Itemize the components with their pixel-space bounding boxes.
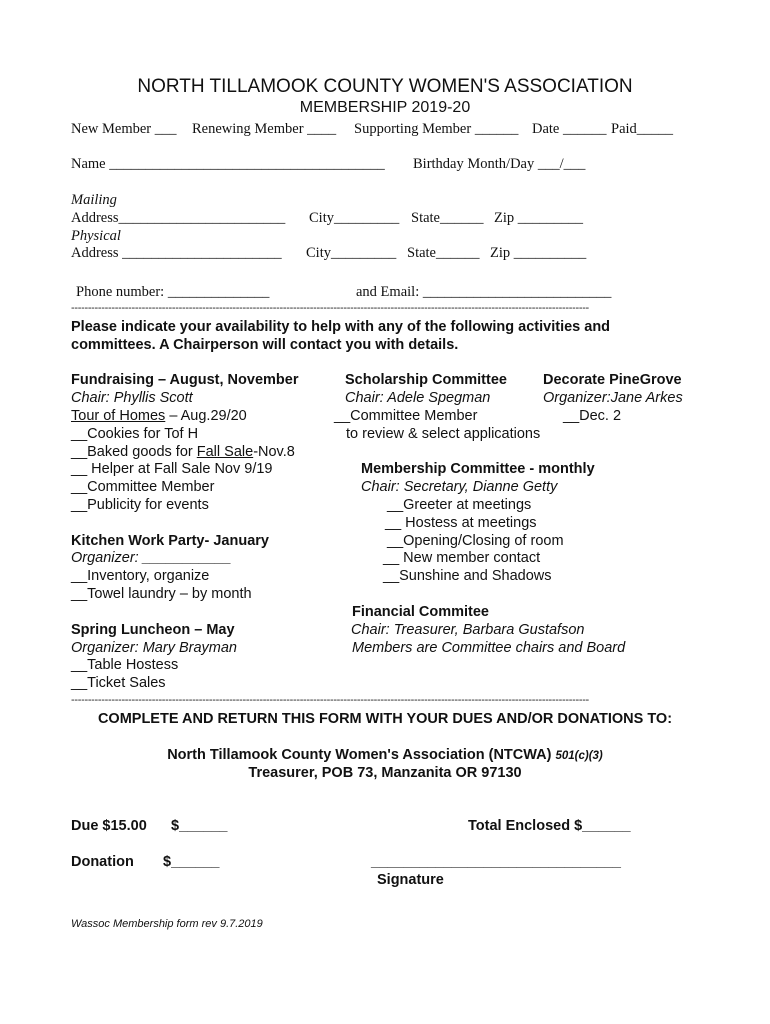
return-instructions: COMPLETE AND RETURN THIS FORM WITH YOUR DUES AND/OR DONATIONS TO: — [97, 711, 673, 727]
donation-label: Donation — [71, 854, 134, 870]
sunshine-shadows-item[interactable]: __Sunshine and Shadows — [383, 568, 552, 584]
baked-goods-date: -Nov.8 — [253, 444, 295, 460]
physical-state-field[interactable]: State______ — [407, 245, 480, 261]
membership-committee-title: Membership Committee - monthly — [361, 461, 595, 477]
mailing-address-field[interactable]: Address_______________________ — [71, 210, 286, 226]
fall-sale-label: Fall Sale — [196, 444, 254, 460]
organization-name-line — [0, 747, 770, 763]
financial-members: Members are Committee chairs and Board — [352, 640, 626, 656]
inventory-item[interactable]: __Inventory, organize — [71, 568, 210, 584]
decorate-organizer: Organizer:Jane Arkes — [543, 390, 683, 406]
scholarship-member-item[interactable]: __Committee Member — [334, 408, 478, 424]
committee-member-item[interactable]: __Committee Member — [71, 479, 215, 495]
fundraising-chair: Chair: Phyllis Scott — [71, 390, 193, 406]
form-title: NORTH TILLAMOOK COUNTY WOMEN'S ASSOCIATION — [137, 76, 633, 97]
tour-of-homes-label: Tour of Homes — [71, 408, 166, 424]
tour-of-homes-item — [71, 408, 247, 424]
supporting-member-field[interactable]: Supporting Member ______ — [354, 121, 519, 137]
table-hostess-item[interactable]: __Table Hostess — [71, 657, 179, 673]
financial-chair: Chair: Treasurer, Barbara Gustafson — [351, 622, 585, 638]
physical-zip-field[interactable]: Zip __________ — [490, 245, 587, 261]
physical-label: Physical — [71, 228, 121, 244]
intro-line-2: committees. A Chairperson will contact you with details. — [71, 337, 459, 353]
opening-closing-item[interactable]: __Opening/Closing of room — [387, 533, 564, 549]
physical-city-field[interactable]: City_________ — [306, 245, 397, 261]
mailing-state-field[interactable]: State______ — [411, 210, 484, 226]
membership-committee-chair: Chair: Secretary, Dianne Getty — [361, 479, 558, 495]
towel-laundry-item[interactable]: __Towel laundry – by month — [71, 586, 252, 602]
scholarship-chair: Chair: Adele Spegman — [345, 390, 491, 406]
dues-amount-field[interactable]: $______ — [171, 818, 228, 834]
renewing-member-field[interactable]: Renewing Member ____ — [192, 121, 337, 137]
email-field[interactable]: and Email: __________________________ — [356, 284, 612, 300]
mailing-city-field[interactable]: City_________ — [309, 210, 400, 226]
decorate-title: Decorate PineGrove — [543, 372, 682, 388]
form-revision: Wassoc Membership form rev 9.7.2019 — [71, 918, 263, 930]
mailing-label: Mailing — [71, 192, 117, 208]
total-enclosed-field[interactable]: Total Enclosed $______ — [468, 818, 631, 834]
tour-of-homes-date: – Aug.29/20 — [165, 408, 247, 424]
name-field[interactable]: Name ______________________________________ — [71, 156, 385, 172]
kitchen-title: Kitchen Work Party- January — [71, 533, 269, 549]
paid-field[interactable]: Paid_____ — [611, 121, 674, 137]
tax-status: 501(c)(3) — [555, 750, 603, 762]
spring-luncheon-title: Spring Luncheon – May — [71, 622, 235, 638]
treasurer-address: Treasurer, POB 73, Manzanita OR 97130 — [248, 765, 522, 781]
fall-sale-helper-item[interactable]: __ Helper at Fall Sale Nov 9/19 — [71, 461, 273, 477]
birthday-field[interactable]: Birthday Month/Day ___/___ — [413, 156, 586, 172]
scholarship-review-text: to review & select applications — [346, 426, 541, 442]
phone-field[interactable]: Phone number: ______________ — [76, 284, 270, 300]
publicity-item[interactable]: __Publicity for events — [71, 497, 209, 513]
fundraising-title: Fundraising – August, November — [71, 372, 299, 388]
cookies-item[interactable]: __Cookies for Tof H — [71, 426, 199, 442]
mailing-zip-field[interactable]: Zip _________ — [494, 210, 584, 226]
hostess-item[interactable]: __ Hostess at meetings — [385, 515, 537, 531]
scholarship-title: Scholarship Committee — [345, 372, 507, 388]
form-subtitle: MEMBERSHIP 2019-20 — [299, 99, 471, 116]
ticket-sales-item[interactable]: __Ticket Sales — [71, 675, 166, 691]
intro-line-1: Please indicate your availability to help with any of the following activities and — [71, 319, 611, 335]
new-member-contact-item[interactable]: __ New member contact — [383, 550, 541, 566]
baked-goods-prefix: __Baked goods for — [71, 444, 197, 460]
dues-label: Due $15.00 — [71, 818, 147, 834]
organization-name: North Tillamook County Women's Association (NTCWA) — [167, 747, 552, 763]
greeter-item[interactable]: __Greeter at meetings — [387, 497, 532, 513]
date-field[interactable]: Date ______ — [532, 121, 607, 137]
kitchen-organizer[interactable]: Organizer: ___________ — [71, 550, 232, 566]
signature-label: Signature — [377, 872, 444, 888]
baked-goods-item[interactable] — [71, 444, 295, 460]
physical-address-field[interactable]: Address ______________________ — [71, 245, 282, 261]
spring-luncheon-organizer: Organizer: Mary Brayman — [71, 640, 237, 656]
dashed-separator: ---------------------------------------------------------------------------------------------------------------------------------------------------------- — [71, 694, 589, 706]
financial-title: Financial Commitee — [352, 604, 489, 620]
donation-amount-field[interactable]: $______ — [163, 854, 220, 870]
new-member-field[interactable]: New Member ___ — [71, 121, 177, 137]
decorate-date-item[interactable]: __Dec. 2 — [563, 408, 622, 424]
signature-line[interactable]: _______________________________ — [371, 854, 621, 870]
dashed-separator: ---------------------------------------------------------------------------------------------------------------------------------------------------------- — [71, 302, 589, 314]
